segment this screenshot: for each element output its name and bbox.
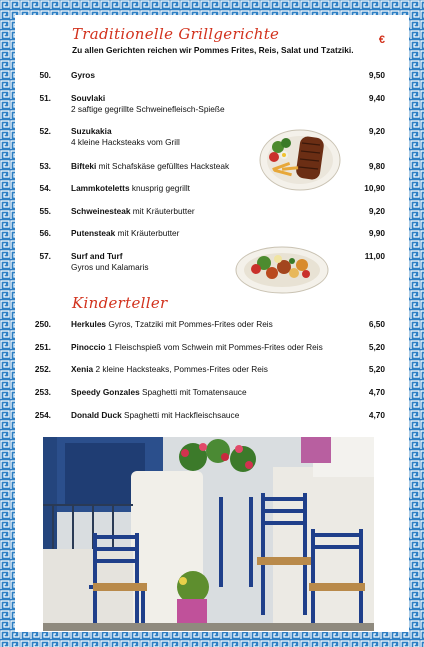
item-price: 9,20 (368, 206, 385, 216)
item-number: 250. (34, 319, 51, 329)
taverna-chairs-photo (43, 437, 374, 631)
item-price: 9,40 (368, 93, 385, 103)
item-description: Spaghetti mit Hackfleischsauce (121, 410, 240, 420)
item-number: 251. (34, 342, 51, 352)
grill-plate-image (258, 125, 342, 193)
item-price: 10,90 (364, 183, 385, 193)
item-description: mit Kräuterbutter (115, 228, 180, 238)
item-price: 6,50 (368, 319, 385, 329)
item-name: Surf and Turf (71, 251, 123, 261)
item-name: Souvlaki (71, 93, 106, 103)
item-description: Gyros, Tzatziki mit Pommes-Frites oder Reis (106, 319, 273, 329)
item-number: 252. (34, 364, 51, 374)
menu-content (15, 15, 409, 632)
item-price: 9,20 (368, 126, 385, 136)
grill-subtitle: Zu allen Gerichten reichen wir Pommes Frites, Reis, Salat und Tzatziki. (72, 45, 354, 55)
item-number: 254. (34, 410, 51, 420)
item-number: 54. (39, 183, 51, 193)
item-name: Putensteak (71, 228, 116, 238)
item-price: 4,70 (368, 387, 385, 397)
item-number: 57. (39, 251, 51, 261)
item-name: Gyros (71, 70, 95, 80)
item-price: 9,90 (368, 228, 385, 238)
item-number: 50. (39, 70, 51, 80)
item-name: Suzukakia (71, 126, 112, 136)
item-name: Xenia (71, 364, 94, 374)
item-description: 1 Fleischspieß vom Schwein mit Pommes-Frites oder Reis (105, 342, 323, 352)
item-number: 56. (39, 228, 51, 238)
item-name: Donald Duck (71, 410, 122, 420)
kids-section-title: Kinderteller (72, 294, 168, 312)
currency-label: € (378, 34, 385, 46)
item-price: 5,20 (368, 342, 385, 352)
item-price: 4,70 (368, 410, 385, 420)
item-name: Lammkoteletts (71, 183, 130, 193)
item-description: 4 kleine Hacksteaks vom Grill (71, 137, 180, 147)
item-price: 11,00 (364, 251, 385, 261)
item-description: 2 saftige gegrillte Schweinefleisch-Spieße (71, 104, 225, 114)
item-number: 55. (39, 206, 51, 216)
item-name: Pinoccio (71, 342, 106, 352)
item-number: 253. (34, 387, 51, 397)
item-price: 9,50 (368, 70, 385, 80)
item-name: Speedy Gonzales (71, 387, 140, 397)
item-number: 53. (39, 161, 51, 171)
surf-and-turf-image (234, 243, 330, 295)
item-number: 51. (39, 93, 51, 103)
item-description: Spaghetti mit Tomatensauce (139, 387, 247, 397)
item-name: Bifteki (71, 161, 97, 171)
item-description: 2 kleine Hacksteaks, Pommes-Frites oder Reis (93, 364, 268, 374)
item-price: 9,80 (368, 161, 385, 171)
item-name: Herkules (71, 319, 107, 329)
item-name: Schweinesteak (71, 206, 131, 216)
grill-section-title: Traditionelle Grillgerichte (72, 25, 280, 43)
item-description: Gyros und Kalamaris (71, 262, 149, 272)
item-description: mit Kräuterbutter (130, 206, 195, 216)
item-number: 52. (39, 126, 51, 136)
item-price: 5,20 (368, 364, 385, 374)
item-description: mit Schafskäse gefülltes Hacksteak (96, 161, 230, 171)
item-description: knusprig gegrillt (129, 183, 190, 193)
